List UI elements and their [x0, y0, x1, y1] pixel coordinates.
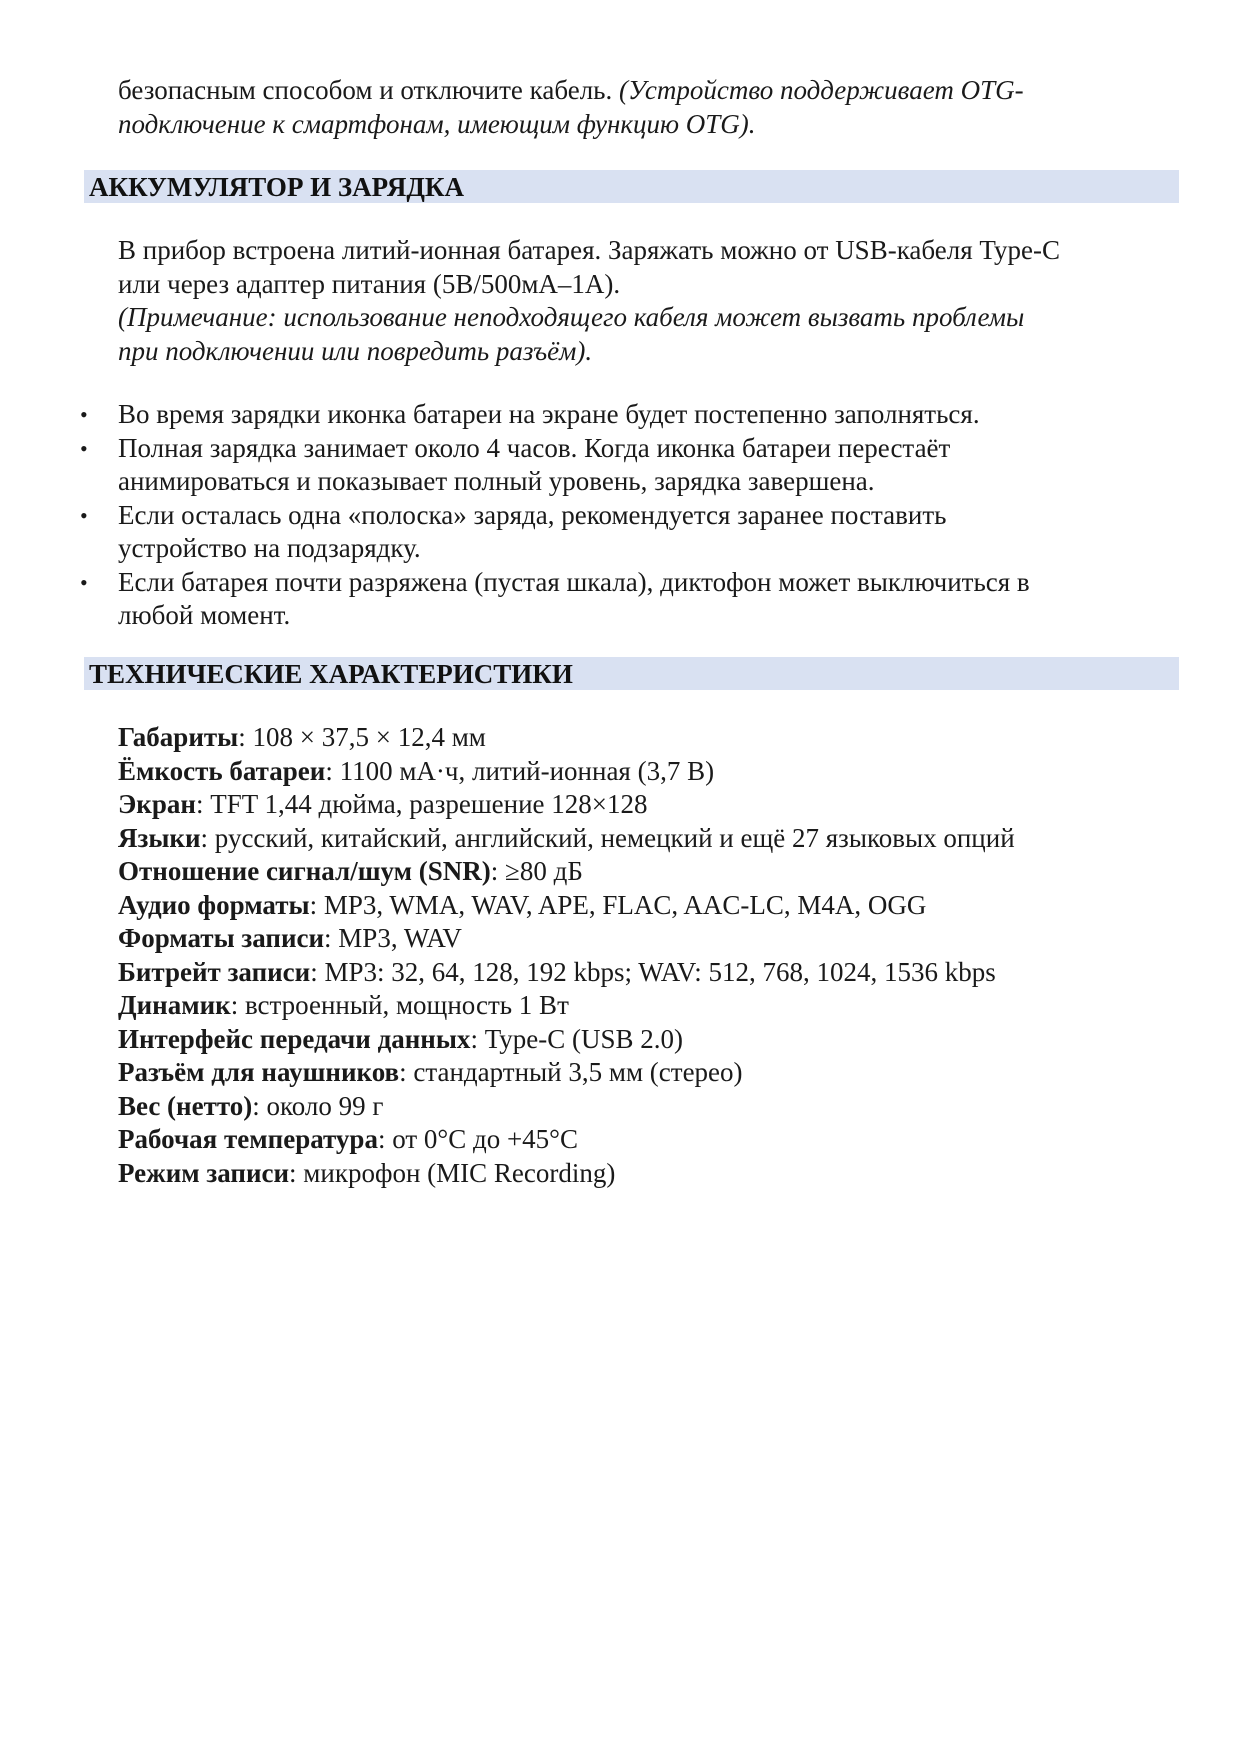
- battery-note-line-1: (Примечание: использование неподходящего кабеля может вызвать проблемы: [118, 302, 1025, 332]
- spec-item: [118, 1090, 1178, 1124]
- intro-text: безопасным способом и отключите кабель.: [118, 75, 619, 105]
- battery-note-line-2: при подключении или повредить разъём).: [118, 335, 593, 366]
- bullet-text: • Полная зарядка занимает около 4 часов. Когда иконка батареи перестаёт: [118, 432, 951, 463]
- spec-label: Интерфейс передачи данных: [118, 1023, 471, 1054]
- battery-paragraph: [118, 234, 1178, 368]
- bullet-text: • Если осталась одна «полоска» заряда, рекомендуется заранее поставить: [118, 499, 947, 530]
- spec-value: : MP3, WMA, WAV, APE, FLAC, AAC-LC, M4A, OGG: [309, 889, 927, 920]
- spec-label: Аудио форматы: [118, 889, 310, 920]
- bullet-item: [118, 432, 1178, 499]
- spec-item: [118, 956, 1178, 990]
- spec-item: [118, 922, 1178, 956]
- spec-label: Битрейт записи: [118, 956, 311, 987]
- spec-value: : стандартный 3,5 мм (стерео): [399, 1057, 743, 1087]
- spec-item: [118, 721, 1178, 755]
- spec-item: [118, 1056, 1178, 1090]
- bullet-item: [118, 398, 1178, 432]
- spec-label: Рабочая температура: [118, 1124, 378, 1154]
- bullet-text: анимироваться и показывает полный уровень, зарядка завершена.: [118, 466, 875, 496]
- bullet-item: [118, 499, 1178, 566]
- spec-value: : TFT 1,44 дюйма, разрешение 128×128: [195, 789, 648, 819]
- spec-item: [118, 822, 1178, 856]
- spec-value: : Type-C (USB 2.0): [470, 1023, 684, 1054]
- specs-section-heading: ТЕХНИЧЕСКИЕ ХАРАКТЕРИСТИКИ: [84, 657, 1179, 690]
- bullet-text: • Во время зарядки иконка батареи на экране будет постепенно заполняться.: [118, 399, 980, 429]
- spec-value: : русский, китайский, английский, немецкий и ещё 27 языковых опций: [200, 822, 1015, 853]
- specs-list: [118, 721, 1178, 1190]
- spec-value: : встроенный, мощность 1 Вт: [230, 990, 569, 1020]
- battery-bullet-list: [118, 398, 1178, 633]
- spec-value: : 108 × 37,5 × 12,4 мм: [238, 722, 486, 752]
- spec-item: [118, 889, 1178, 923]
- spec-item: [118, 788, 1178, 822]
- bullet-item: [118, 566, 1178, 633]
- spec-item: [118, 755, 1178, 789]
- battery-para-line-1: В прибор встроена литий-ионная батарея. Заряжать можно от USB-кабеля Type-C: [118, 235, 1060, 265]
- bullet-text: любой момент.: [118, 600, 291, 630]
- intro-line-2: подключение к смартфонам, имеющим функцию OTG).: [118, 108, 756, 139]
- spec-label: Габариты: [118, 722, 239, 752]
- battery-para-line-2: или через адаптер питания (5В/500мА–1А).: [118, 268, 621, 299]
- spec-label: Отношение сигнал/шум (SNR): [118, 856, 491, 886]
- spec-item: [118, 989, 1178, 1023]
- bullet-text: устройство на подзарядку.: [118, 533, 421, 563]
- spec-value: : MP3, WAV: [324, 923, 462, 953]
- intro-line-1: [118, 74, 1178, 108]
- battery-section-heading: АККУМУЛЯТОР И ЗАРЯДКА: [84, 170, 1179, 203]
- spec-item: [118, 1023, 1178, 1057]
- spec-item: [118, 1157, 1178, 1191]
- spec-label: Языки: [118, 822, 201, 853]
- spec-value: : ≥80 дБ: [490, 856, 583, 886]
- intro-paragraph: [118, 74, 1178, 141]
- spec-value: : микрофон (MIC Recording): [289, 1157, 616, 1188]
- spec-label: Вес (нетто): [118, 1090, 253, 1121]
- intro-italic-text: (Устройство поддерживает OTG-: [618, 75, 1024, 105]
- spec-label: Режим записи: [118, 1157, 290, 1188]
- spec-value: : 1100 мА·ч, литий-ионная (3,7 В): [325, 755, 715, 786]
- spec-label: Ёмкость батареи: [118, 755, 326, 786]
- spec-value: : MP3: 32, 64, 128, 192 kbps; WAV: 512, 768, 1024, 1536 kbps: [310, 956, 996, 987]
- spec-label: Разъём для наушников: [118, 1057, 400, 1087]
- spec-item: [118, 1123, 1178, 1157]
- spec-value: : от 0°C до +45°C: [377, 1124, 578, 1154]
- spec-label: Динамик: [118, 990, 231, 1020]
- spec-item: [118, 855, 1178, 889]
- bullet-text: • Если батарея почти разряжена (пустая шкала), диктофон может выключиться в: [118, 566, 1030, 597]
- spec-label: Экран: [118, 789, 196, 819]
- spec-label: Форматы записи: [118, 923, 325, 953]
- spec-value: : около 99 г: [252, 1090, 384, 1121]
